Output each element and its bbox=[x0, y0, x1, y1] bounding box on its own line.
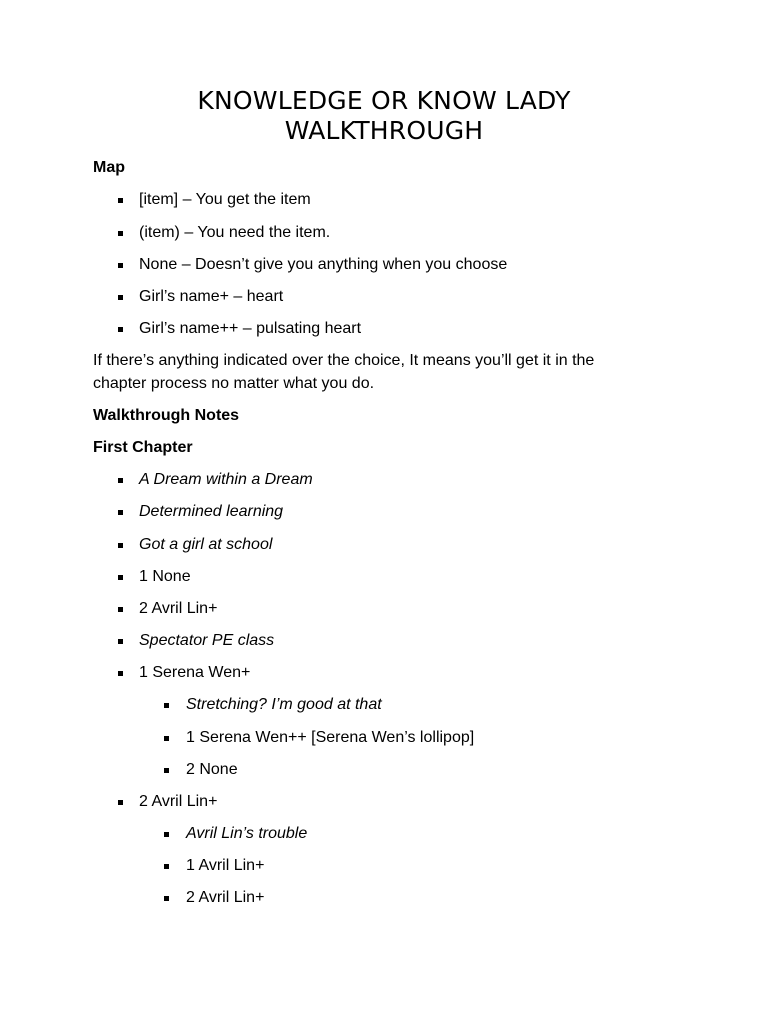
chapter-event-title: Determined learning bbox=[139, 503, 284, 520]
map-list-item-text: [item] – You get the item bbox=[139, 191, 311, 208]
square-bullet-icon bbox=[118, 198, 123, 203]
square-bullet-icon bbox=[118, 231, 123, 236]
square-bullet-icon bbox=[118, 671, 123, 676]
document-title-line-2: WALKTHROUGH bbox=[284, 116, 484, 145]
chapter-choice-text: 2 Avril Lin+ bbox=[139, 600, 218, 617]
chapter-choice-text: 1 None bbox=[139, 568, 191, 585]
walkthrough-notes-heading: Walkthrough Notes bbox=[93, 407, 240, 424]
map-heading: Map bbox=[93, 159, 125, 176]
square-bullet-icon bbox=[164, 736, 169, 741]
chapter-event-title: Spectator PE class bbox=[139, 632, 275, 649]
chapter-choice-text: 2 None bbox=[186, 761, 238, 778]
document-title-line-1: KNOWLEDGE OR KNOW LADY bbox=[197, 86, 571, 115]
map-list-item-text: (item) – You need the item. bbox=[139, 224, 331, 241]
square-bullet-icon bbox=[118, 295, 123, 300]
map-list-item-text: Girl’s name++ – pulsating heart bbox=[139, 320, 362, 337]
chapter-choice-text: 1 Serena Wen++ [Serena Wen’s lollipop] bbox=[186, 729, 475, 746]
chapter-choice-text: 2 Avril Lin+ bbox=[139, 793, 218, 810]
chapter-choice-text: 1 Serena Wen+ bbox=[139, 664, 251, 681]
square-bullet-icon bbox=[164, 832, 169, 837]
note-paragraph-line-2: chapter process no matter what you do. bbox=[93, 375, 375, 392]
square-bullet-icon bbox=[164, 768, 169, 773]
chapter-event-title: Stretching? I’m good at that bbox=[186, 696, 382, 713]
chapter-event-title: Got a girl at school bbox=[139, 536, 273, 553]
chapter-event-title: Avril Lin’s trouble bbox=[186, 825, 308, 842]
first-chapter-heading: First Chapter bbox=[93, 439, 193, 456]
square-bullet-icon bbox=[118, 263, 123, 268]
chapter-choice-text: 1 Avril Lin+ bbox=[186, 857, 265, 874]
square-bullet-icon bbox=[118, 639, 123, 644]
square-bullet-icon bbox=[118, 607, 123, 612]
map-list-item-text: Girl’s name+ – heart bbox=[139, 288, 284, 305]
note-paragraph-line-1: If there’s anything indicated over the choice, It means you’ll get it in the bbox=[93, 352, 595, 369]
square-bullet-icon bbox=[118, 478, 123, 483]
square-bullet-icon bbox=[118, 575, 123, 580]
square-bullet-icon bbox=[164, 864, 169, 869]
square-bullet-icon bbox=[164, 896, 169, 901]
square-bullet-icon bbox=[118, 543, 123, 548]
square-bullet-icon bbox=[164, 703, 169, 708]
map-list-item-text: None – Doesn’t give you anything when you choose bbox=[139, 256, 508, 273]
square-bullet-icon bbox=[118, 800, 123, 805]
square-bullet-icon bbox=[118, 510, 123, 515]
chapter-event-title: A Dream within a Dream bbox=[139, 471, 313, 488]
square-bullet-icon bbox=[118, 327, 123, 332]
chapter-choice-text: 2 Avril Lin+ bbox=[186, 889, 265, 906]
